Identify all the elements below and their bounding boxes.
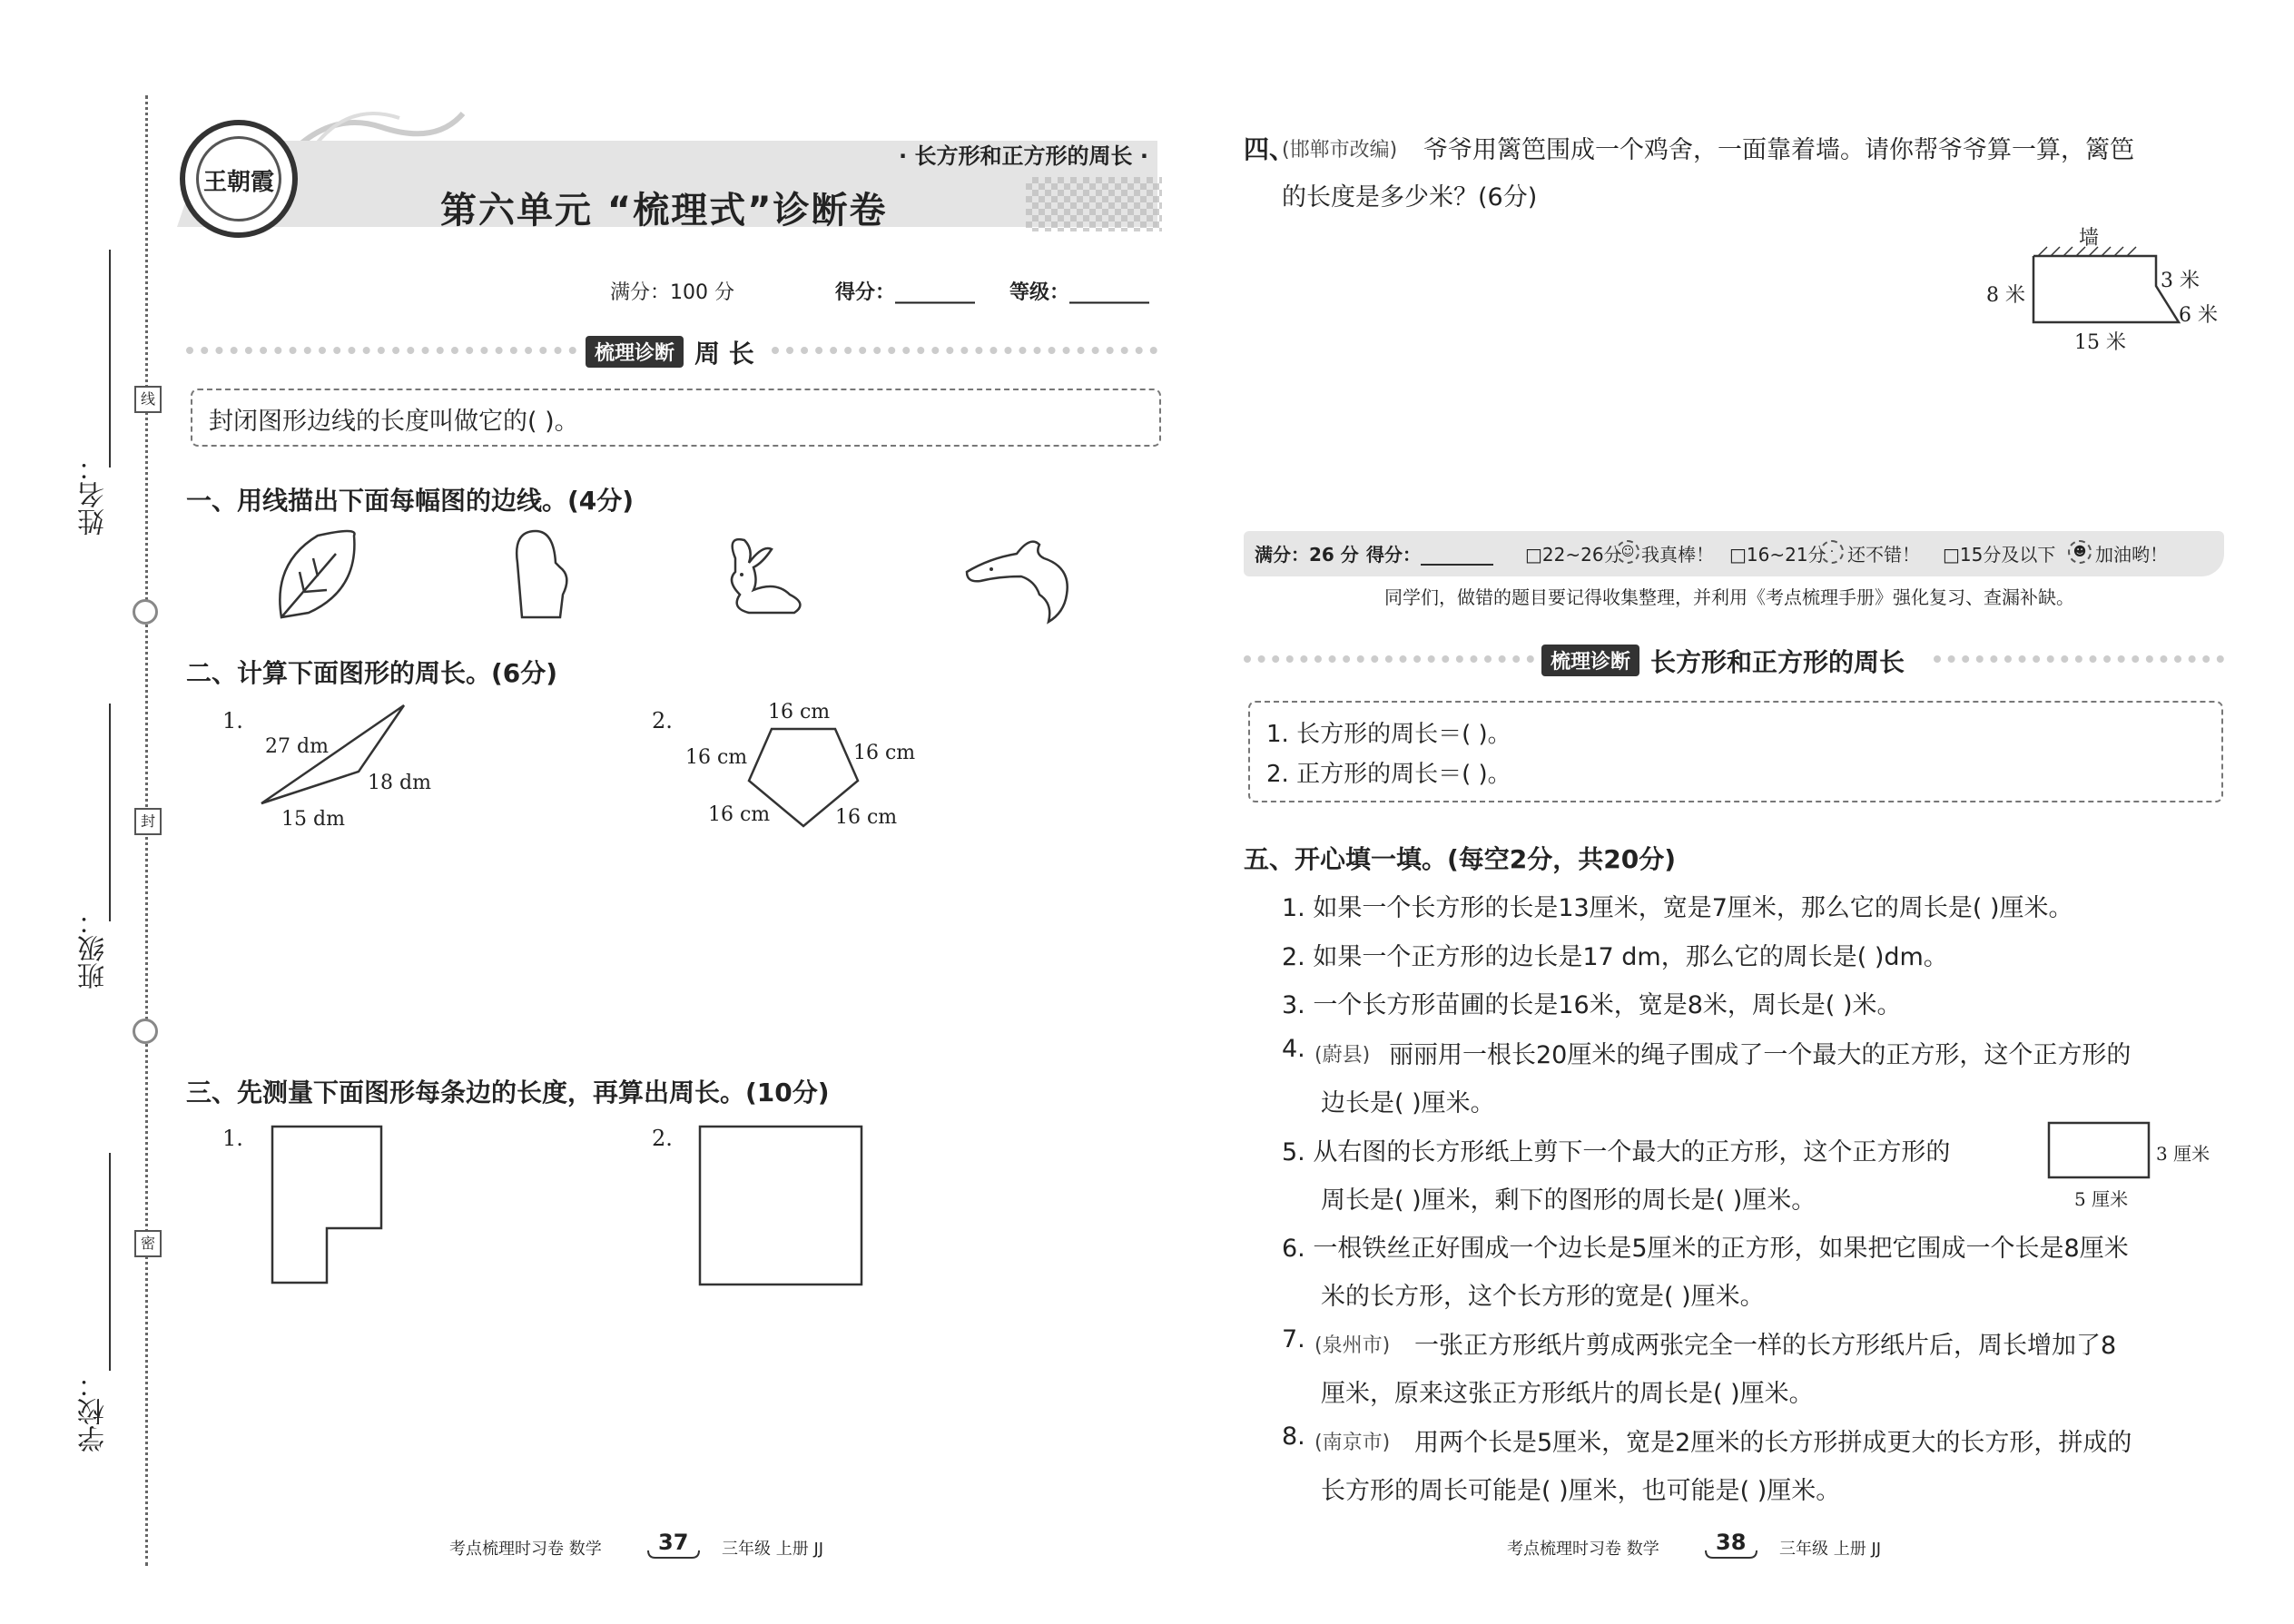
stat-range: □22~26分 [1525,544,1622,566]
rabbit-icon [722,531,812,626]
item-number: 1. [222,708,243,733]
dimension-label: 15 米 [2074,331,2126,354]
full-score: 满分：100 分 [610,281,734,304]
side-label: 18 dm [368,772,431,794]
square-figure [697,1124,865,1287]
section-tag-label: 梳理诊断 [1541,645,1639,676]
section-title: 长方形和正方形的周长 [1650,647,1905,677]
seal-mark: 密 [134,1230,162,1257]
fill-item: 米的长方形，这个长方形的宽是( )厘米。 [1321,1283,1765,1311]
footer-book: 考点梳理时习卷 数学 [449,1540,602,1559]
l-shape-figure [268,1124,386,1287]
checker-decoration [1026,177,1162,231]
question-5: 五、开心填一填。(每空2分，共20分) [1244,844,1677,874]
dimension-label: 3 厘米 [2156,1143,2210,1165]
footer-grade: 三年级 上册 JJ [1779,1540,1882,1559]
fill-item: 边长是( )厘米。 [1321,1089,1495,1117]
item-source: (蔚县) [1314,1044,1371,1067]
question-2: 二、计算下面图形的周长。(6分) [186,658,558,688]
item-source: (泉州市) [1314,1334,1391,1357]
item-number: 4. [1282,1035,1305,1063]
question-4-text: 爷爷用篱笆围成一个鸡舍，一面靠着墙。请你帮爷爷算一算，篱笆 [1423,136,2134,164]
dimension-label: 5 厘米 [2074,1188,2129,1210]
question-4-number: 四、 [1244,134,1295,164]
name-label: 姓名： [78,454,110,536]
stat-comment: 还不错！ [1847,544,1920,566]
side-label: 16 cm [708,803,771,826]
stat-range: □16~21分 [1729,544,1826,566]
dimension-label: 3 米 [2161,270,2200,292]
fill-item: 一张正方形纸片剪成两张完全一样的长方形纸片后，周长增加了8 [1414,1332,2117,1360]
divider [186,347,576,354]
section-tag: · 长方形和正方形的周长 · [899,143,1148,169]
concept-text: 封闭图形边线的长度叫做它的( )。 [209,408,579,436]
name-underline [109,250,111,468]
item-number: 2. [652,1126,673,1151]
side-label: 15 dm [281,808,345,831]
divider [1934,655,2224,663]
formula-rectangle: 1. 长方形的周长＝( )。 [1266,721,1511,748]
seal-mark: 线 [134,386,162,413]
side-label: 27 dm [265,735,329,758]
stat-comment: 加油哟！ [2095,544,2168,566]
cheer-icon: ☻ [2068,540,2092,564]
footer-grade: 三年级 上册 JJ [722,1540,824,1559]
binding-ring [133,599,158,625]
item-number: 1. [222,1126,243,1151]
brand-name: 王朝霞 [196,136,281,221]
dimension-label: 6 米 [2179,304,2218,327]
side-label: 16 cm [835,806,898,829]
fill-item: 周长是( )厘米，剩下的图形的周长是( )厘米。 [1321,1186,1816,1215]
fill-item: 1. 如果一个长方形的长是13厘米，宽是7厘米，那么它的周长是( )厘米。 [1282,894,2073,922]
stat-range: □15分及以下 [1943,544,2056,566]
reminder-text: 同学们，做错的题目要记得收集整理，并利用《考点梳理手册》强化复习、查漏补缺。 [1384,586,2074,608]
binding-ring [133,1019,158,1044]
fill-item: 5. 从右图的长方形纸上剪下一个最大的正方形，这个正方形的 [1282,1138,1951,1166]
dimension-label: 8 米 [1986,284,2025,307]
page-number: 38 [1716,1530,1747,1555]
side-label: 16 cm [768,701,831,723]
grade-field: 等级：________ [1009,281,1150,304]
question-1: 一、用线描出下面每幅图的边线。(4分) [186,486,635,516]
stat-full: 满分：26 分 [1255,544,1359,566]
dolphin-icon [962,527,1080,626]
question-4-text: 的长度是多少米？(6分) [1282,183,1538,212]
item-number: 8. [1282,1422,1305,1451]
question-4-source: (邯郸市改编) [1282,139,1398,162]
page-title: 第六单元 “梳理式”诊断卷 [440,190,888,231]
fill-item: 长方形的周长可能是( )厘米，也可能是( )厘米。 [1321,1477,1841,1505]
page-bracket [1704,1549,1758,1561]
seal-mark: 封 [134,808,162,835]
side-label: 16 cm [685,746,748,769]
fill-item: 用两个长是5厘米，宽是2厘米的长方形拼成更大的长方形，拼成的 [1414,1429,2132,1457]
fill-item: 3. 一个长方形苗圃的长是16米，宽是8米，周长是( )米。 [1282,991,1902,1019]
fill-item: 6. 一根铁丝正好围成一个边长是5厘米的正方形，如果把它围成一个长是8厘米 [1282,1235,2129,1263]
fill-item: 厘米，原来这张正方形纸片的周长是( )厘米。 [1321,1380,1814,1408]
school-label: 学校： [78,1371,110,1452]
class-label: 班级： [78,908,110,989]
item-number: 2. [652,708,673,733]
smile-icon: ☺ [1616,540,1639,564]
footer-book: 考点梳理时习卷 数学 [1507,1540,1659,1559]
rectangle-paper-figure [2047,1121,2151,1180]
fill-item: 2. 如果一个正方形的边长是17 dm，那么它的周长是( )dm。 [1282,943,1948,971]
section-title: 周 长 [694,339,754,369]
stat-comment: 我真棒！ [1641,544,1714,566]
fill-item: 丽丽用一根长20厘米的绳子围成了一个最大的正方形，这个正方形的 [1389,1041,2132,1069]
formula-square: 2. 正方形的周长＝( )。 [1266,761,1511,788]
divider [772,347,1157,354]
class-underline [109,704,111,921]
question-3: 三、先测量下面图形每条边的长度，再算出周长。(10分) [186,1078,830,1107]
score-field: 得分：________ [835,281,976,304]
side-label: 16 cm [853,742,916,764]
item-source: (南京市) [1314,1432,1391,1454]
wall-label: 墙 [2079,227,2100,250]
face-icon: · [1820,540,1844,564]
item-number: 7. [1282,1325,1305,1353]
section-tag-label: 梳理诊断 [586,336,684,368]
page-number: 37 [658,1530,689,1555]
brand-logo [180,120,298,238]
stat-score: 得分：________ [1366,544,1493,566]
triangle-figure [259,704,413,812]
divider [1244,655,1534,663]
page-bracket [646,1549,701,1561]
school-underline [109,1153,111,1371]
leaf-icon [272,527,363,626]
mitten-icon [504,527,576,626]
